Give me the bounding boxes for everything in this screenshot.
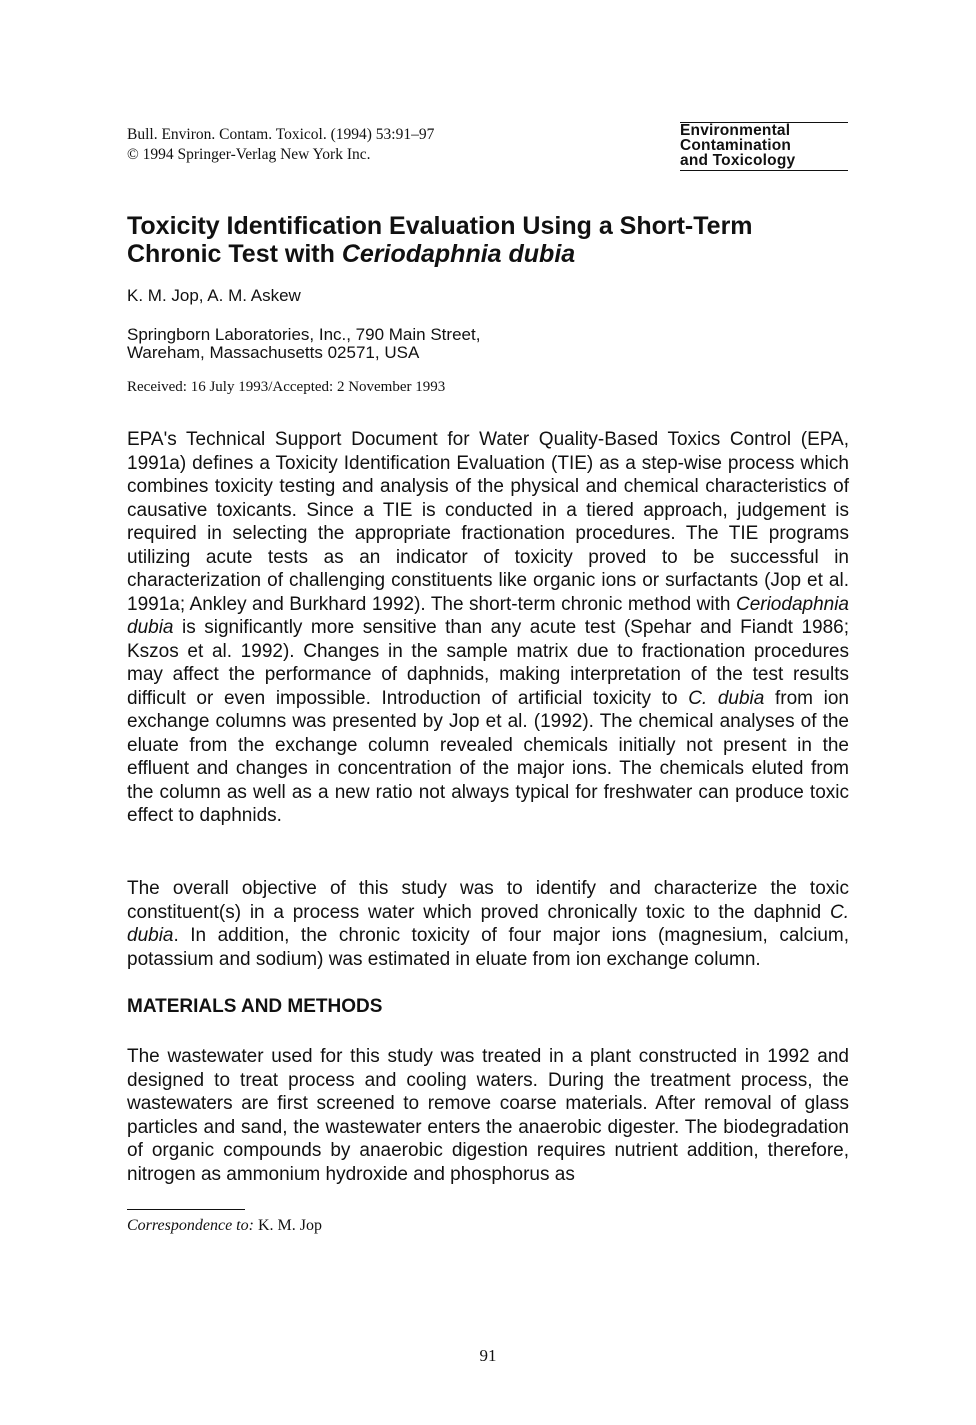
copyright-line: © 1994 Springer-Verlag New York Inc. bbox=[127, 146, 371, 163]
received-dates: Received: 16 July 1993/Accepted: 2 November 1993 bbox=[127, 379, 446, 395]
title-line-1: Toxicity Identification Evaluation Using a Short-Term bbox=[127, 212, 753, 240]
journal-citation bbox=[127, 125, 434, 165]
footnote-label: Correspondence to: bbox=[127, 1217, 254, 1234]
author-list: K. M. Jop, A. M. Askew bbox=[127, 286, 301, 305]
footnote-name: K. M. Jop bbox=[253, 1217, 322, 1234]
title-prefix: Chronic Test with bbox=[127, 240, 342, 268]
affiliation-line-1: Springborn Laboratories, Inc., 790 Main Street, bbox=[127, 325, 481, 344]
section-heading: MATERIALS AND METHODS bbox=[127, 996, 383, 1017]
body-paragraph-1 bbox=[127, 428, 849, 828]
para1-text-a: EPA's Technical Support Document for Water Quality-Based Toxics Control (EPA, 1991a) defines a Toxicity Identification Evaluation (TIE) as a step-wise process which combines toxicity testing and analysis of the physical and chemical characteristics of causative toxicants. Since a TIE is conducted in a tiered approach, judgement is required in selecting the appropriate fractionation procedures. The TIE programs utilizing acute tests as an indicator of toxicity proved to be successful in characterization of challenging constituents like organic ions or surfactants (Jop et al. 1991a; Ankley and Burkhard 1992). The short-term chronic method with bbox=[127, 429, 849, 615]
logo-line-environmental: Environmental bbox=[680, 122, 791, 139]
title-species: Ceriodaphnia dubia bbox=[341, 240, 576, 268]
journal-logo bbox=[680, 122, 848, 171]
para2-species: C. dubia bbox=[127, 901, 849, 946]
para1-text-e: from ion exchange columns was presented by Jop et al. (1992). The chemical analyses of the eluate from the exchange column revealed chemicals initially not present in the effluent and changes in concentration of the major ions. The chemicals eluted from the column as well as a new ratio not always typical for freshwater can produce toxic effect to daphnids. bbox=[127, 687, 849, 826]
logo-line-toxicology: and Toxicology bbox=[680, 152, 796, 169]
para2-text-c: . In addition, the chronic toxicity of four major ions (magnesium, calcium, potassium and sodium) was estimated in eluate from ion exchange column. bbox=[127, 925, 849, 970]
para1-text-c: is significantly more sensitive than any acute test (Spehar and Fiandt 1986; Kszos et al. 1992). Changes in the sample matrix due to fractionation procedures may affect the performance of daphnids, making interpretation of the test results difficult or even impossible. Introduction of artificial toxicity to bbox=[127, 617, 849, 709]
body-paragraph-3: The wastewater used for this study was treated in a plant constructed in 1992 and designed to treat process and cooling waters. During the treatment process, the wastewaters are first screened to remove coarse materials. After removal of glass particles and sand, the wastewater enters the anaerobic digester. The biodegradation of organic compounds by anaerobic digestion requires nutrient addition, therefore, nitrogen as ammonium hydroxide and phosphorus as bbox=[127, 1046, 849, 1185]
affiliation bbox=[127, 326, 480, 362]
logo-line-contamination: Contamination bbox=[680, 137, 792, 154]
logo-bottom-rule bbox=[680, 170, 848, 171]
para2-text-a: The overall objective of this study was to identify and characterize the toxic constituent(s) in a process water which proved chronically toxic to the daphnid bbox=[127, 878, 849, 923]
footnote-rule bbox=[127, 1209, 245, 1210]
para1-species: Ceriodaphnia dubia bbox=[127, 593, 849, 638]
affiliation-line-2: Wareham, Massachusetts 02571, USA bbox=[127, 343, 420, 362]
body-paragraph-2 bbox=[127, 877, 849, 971]
footnote bbox=[127, 1217, 322, 1235]
article-title bbox=[127, 212, 867, 268]
citation-line: Bull. Environ. Contam. Toxicol. (1994) 53:91–97 bbox=[127, 126, 435, 143]
title-line-2 bbox=[127, 240, 867, 268]
para1-species-abbrev: C. dubia bbox=[688, 687, 765, 709]
page-number: 91 bbox=[479, 1346, 497, 1365]
